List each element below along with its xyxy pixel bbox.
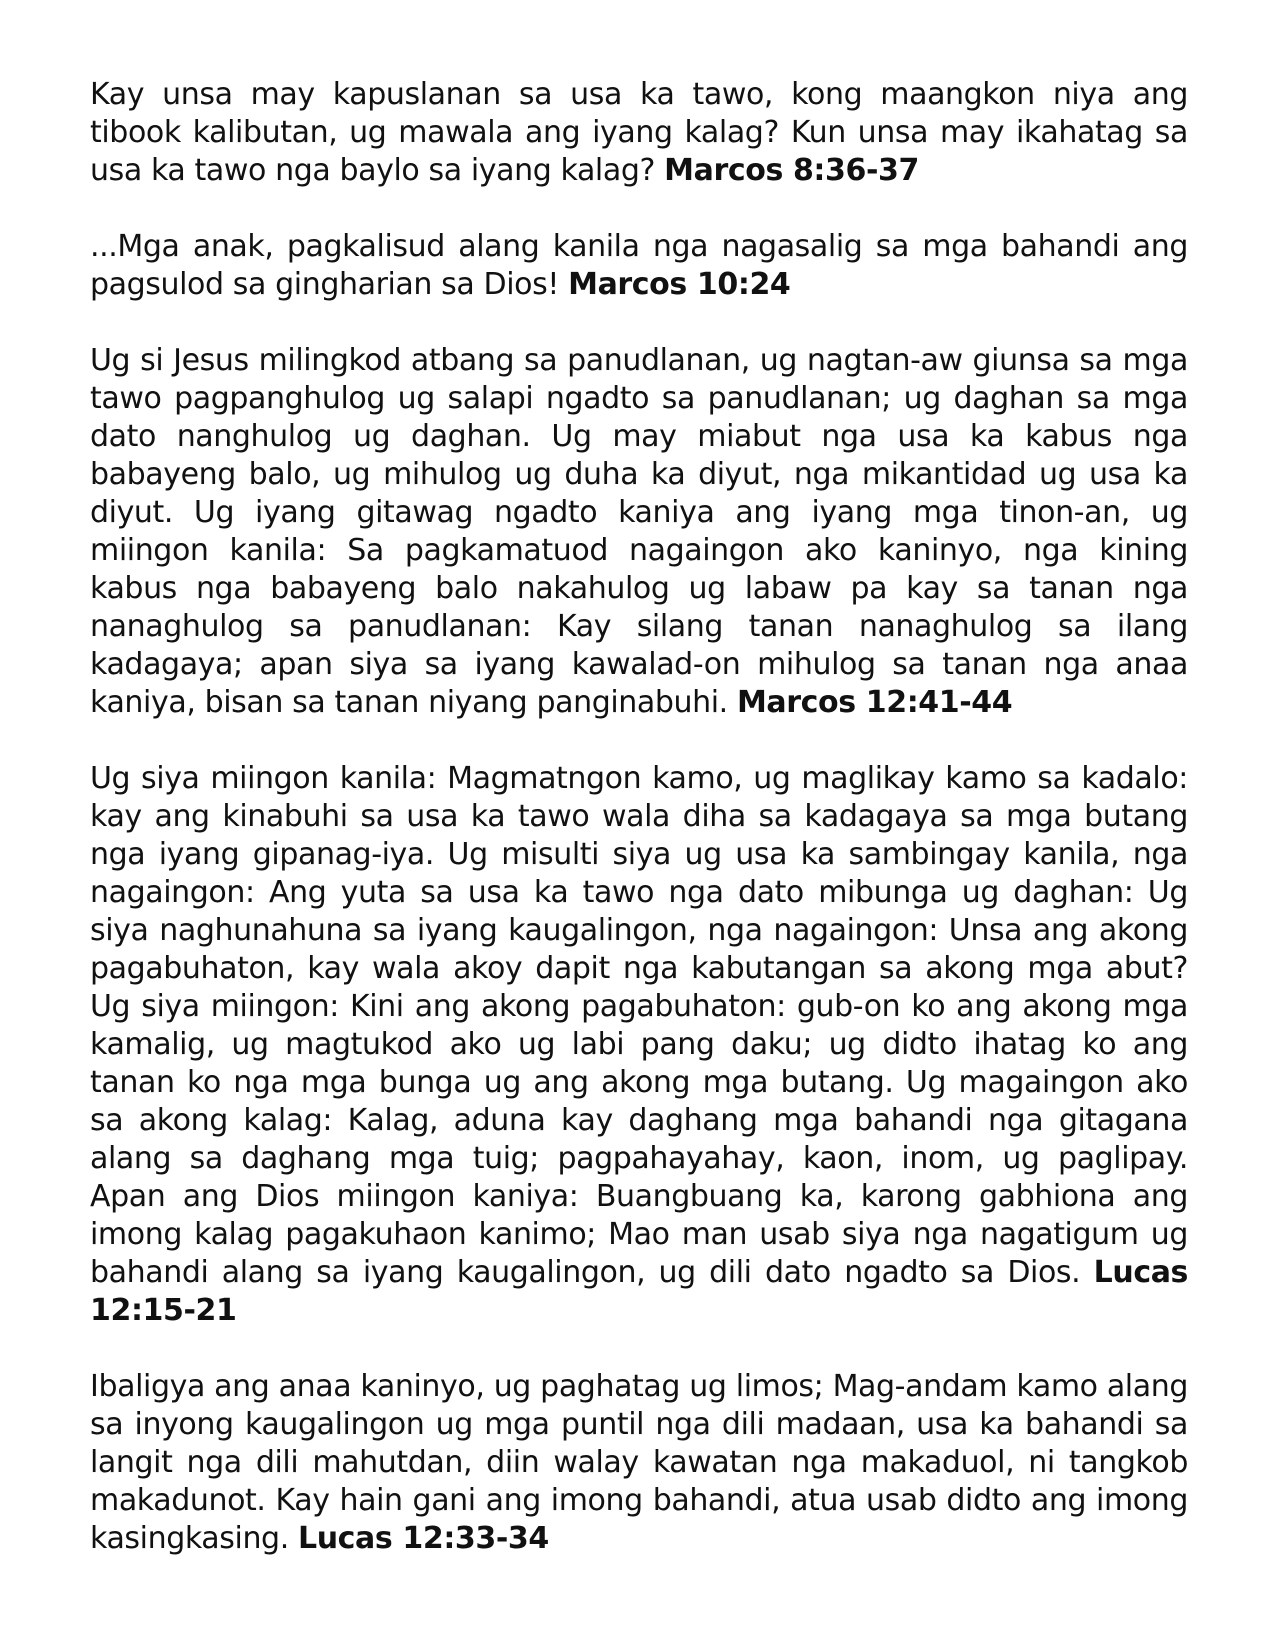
verse-reference: Marcos 12:41-44 bbox=[736, 685, 1013, 720]
verse-paragraph bbox=[90, 1368, 1188, 1558]
verse-reference: Lucas 12:33-34 bbox=[297, 1521, 549, 1556]
verse-text: Ug si Jesus milingkod atbang sa panudlanan, ug nagtan-aw giunsa sa mga tawo pagpanghulog ug salapi ngadto sa panudlanan; ug daghan sa mga dato nanghulog ug daghan. Ug may miabut nga usa ka kabus nga babayeng balo, ug mihulog ug duha ka diyut, nga mikantidad ug usa ka diyut. Ug iyang gitawag ngadto kaniya ang iyang mga tinon-an, ug miingon kanila: Sa pagkamatuod nagaingon ako kaninyo, nga kining kabus nga babayeng balo nakahulog ug labaw pa kay sa tanan nga nanaghulog sa panudlanan: Kay silang tanan nanaghulog sa ilang kadagaya; apan siya sa iyang kawalad-on mihulog sa tanan nga anaa kaniya, bisan sa tanan niyang panginabuhi. bbox=[90, 343, 1188, 720]
document-page bbox=[90, 76, 1188, 1596]
verse-paragraph bbox=[90, 342, 1188, 722]
verse-paragraph bbox=[90, 76, 1188, 190]
verse-reference: Marcos 10:24 bbox=[568, 267, 791, 302]
verse-text: ...Mga anak, pagkalisud alang kanila nga nagasalig sa mga bahandi ang pagsulod sa gingharian sa Dios! bbox=[90, 229, 1188, 302]
verse-text: Kay unsa may kapuslanan sa usa ka tawo, kong maangkon niya ang tibook kalibutan, ug mawala ang iyang kalag? Kun unsa may ikahatag sa usa ka tawo nga baylo sa iyang kalag? bbox=[90, 77, 1188, 188]
verse-text: Ibaligya ang anaa kaninyo, ug paghatag ug limos; Mag-andam kamo alang sa inyong kaugalingon ug mga puntil nga dili madaan, usa ka bahandi sa langit nga dili mahutdan, diin walay kawatan nga makaduol, ni tangkob makadunot. Kay hain gani ang imong bahandi, atua usab didto ang imong kasingkasing. bbox=[90, 1369, 1188, 1556]
verse-paragraph bbox=[90, 760, 1188, 1330]
verse-text: Ug siya miingon kanila: Magmatngon kamo, ug maglikay kamo sa kadalo: kay ang kinabuhi sa usa ka tawo wala diha sa kadagaya sa mga butang nga iyang gipanag-iya. Ug misulti siya ug usa ka sambingay kanila, nga nagaingon: Ang yuta sa usa ka tawo nga dato mibunga ug daghan: Ug siya naghunahuna sa iyang kaugalingon, nga nagaingon: Unsa ang akong pagabuhaton, kay wala akoy dapit nga kabutangan sa akong mga abut? Ug siya miingon: Kini ang akong pagabuhaton: gub-on ko ang akong mga kamalig, ug magtukod ako ug labi pang daku; ug didto ihatag ko ang tanan ko nga mga bunga ug ang akong mga butang. Ug magaingon ako sa akong kalag: Kalag, aduna kay daghang mga bahandi nga gitagana alang sa daghang mga tuig; pagpahayahay, kaon, inom, ug paglipay. Apan ang Dios miingon kaniya: Buangbuang ka, karong gabhiona ang imong kalag pagakuhaon kanimo; Mao man usab siya nga nagatigum ug bahandi alang sa iyang kaugalingon, ug dili dato ngadto sa Dios. bbox=[90, 761, 1188, 1290]
verse-paragraph bbox=[90, 228, 1188, 304]
verse-reference: Marcos 8:36-37 bbox=[664, 153, 919, 188]
verse-reference: Lucas 12:15-21 bbox=[90, 1255, 1189, 1328]
